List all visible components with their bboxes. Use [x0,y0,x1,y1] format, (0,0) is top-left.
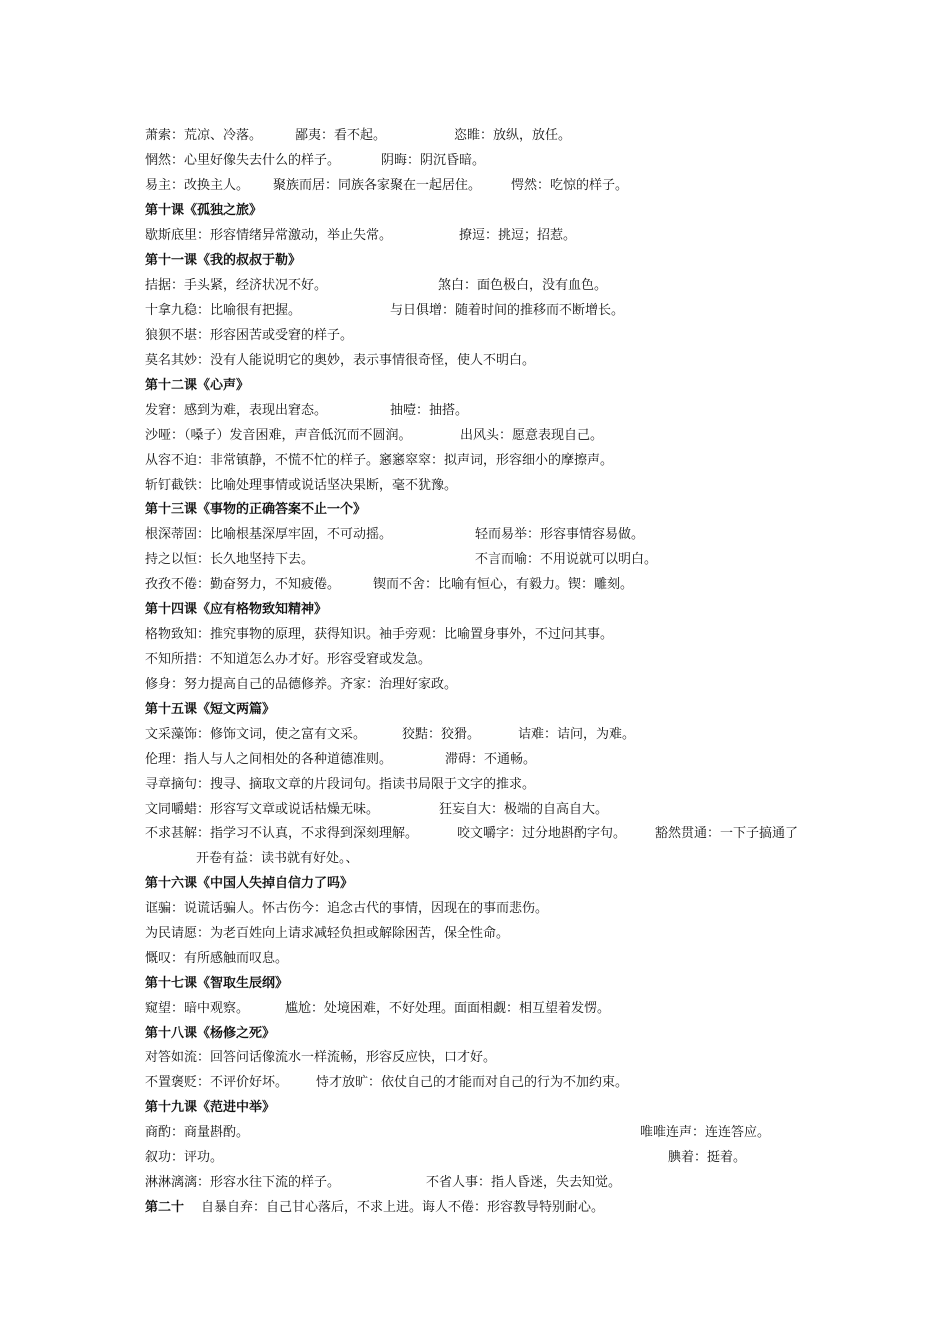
lesson-heading: 第十四课《应有格物致知精神》 [145,602,328,617]
vocab-entry: 滞碍：不通畅。 [445,752,537,767]
vocab-entry: 不求甚解：指学习不认真，不求得到深刻理解。 [145,826,419,841]
vocab-entry: 恣睢：放纵，放任。 [454,128,572,143]
vocab-entry: 不省人事：指人昏迷，失去知觉。 [426,1175,622,1190]
vocab-entry: 出风头：愿意表现自己。 [460,428,604,443]
vocab-entry: 豁然贯通：一下子搞通了 [655,826,799,841]
vocab-entry: 格物致知：推究事物的原理，获得知识。袖手旁观：比喻置身事外，不过问其事。 [145,627,614,642]
vocab-entry: 狼狈不堪：形容困苦或受窘的样子。 [145,328,354,343]
vocab-entry: 鄙夷：看不起。 [295,128,387,143]
vocab-entry: 咬文嚼字：过分地斟酌字句。 [457,826,627,841]
vocab-entry: 沙哑：（嗓子）发音困难，声音低沉而不圆润。 [145,428,412,443]
vocab-entry: 易主：改换主人。 [145,178,250,193]
vocab-entry: 撩逗：挑逗；招惹。 [459,228,577,243]
lesson-heading: 第十五课《短文两篇》 [145,702,276,717]
vocab-entry: 不知所措：不知道怎么办才好。形容受窘或发急。 [145,652,432,667]
lesson-heading: 第十六课《中国人失掉自信力了吗》 [145,876,354,891]
vocab-entry: 诘难：诘问，为难。 [518,727,636,742]
vocab-entry: 聚族而居：同族各家聚在一起居住。 [273,178,482,193]
vocab-entry: 斩钉截铁：比喻处理事情或说话坚决果断，毫不犹豫。 [145,478,458,493]
vocab-entry: 惘然：心里好像失去什么的样子。 [145,153,341,168]
lesson-heading: 第十七课《智取生辰纲》 [145,976,289,991]
vocab-entry: 唯唯连声：连连答应。 [640,1125,771,1140]
vocab-entry: 伦理：指人与人之间相处的各种道德准则。 [145,752,393,767]
vocab-entry: 歇斯底里：形容情绪异常激动，举止失常。 [145,228,393,243]
vocab-entry: 腆着：挺着。 [668,1150,747,1165]
vocab-entry: 孜孜不倦：勤奋努力，不知疲倦。 [145,577,341,592]
vocab-entry: 持之以恒：长久地坚持下去。 [145,552,315,567]
vocab-entry: 恃才放旷：依仗自己的才能而对自己的行为不加约束。 [316,1075,629,1090]
vocab-entry: 愕然：吃惊的样子。 [511,178,629,193]
vocab-entry: 不言而喻：不用说就可以明白。 [475,552,658,567]
vocab-entry: 寻章摘句：搜寻、摘取文章的片段词句。指读书局限于文字的推求。 [145,777,536,792]
vocab-entry: 窥望：暗中观察。 [145,1001,250,1016]
vocab-entry: 狡黠：狡猾。 [402,727,481,742]
lesson-heading: 第十一课《我的叔叔于勒》 [145,253,302,268]
lesson-heading: 第十九课《范进中举》 [145,1100,276,1115]
vocab-entry: 十拿九稳：比喻很有把握。 [145,303,302,318]
vocab-entry: 不置褒贬：不评价好坏。 [145,1075,289,1090]
vocab-entry: 商酌：商量斟酌。 [145,1125,250,1140]
lesson-heading: 第十二课《心声》 [145,378,250,393]
vocab-entry: 文同嚼蜡：形容写文章或说话枯燥无味。 [145,802,380,817]
vocab-entry: 锲而不舍：比喻有恒心，有毅力。锲：雕刻。 [373,577,634,592]
vocab-entry: 淋淋漓漓：形容水往下流的样子。 [145,1175,341,1190]
vocab-entry: 叙功：评功。 [145,1150,224,1165]
vocab-entry: 阴晦：阴沉昏暗。 [381,153,486,168]
lesson-heading: 第十课《孤独之旅》 [145,203,263,218]
vocab-entry: 拮据：手头紧，经济状况不好。 [145,278,328,293]
vocab-entry: 慨叹：有所感触而叹息。 [145,951,289,966]
vocab-entry: 根深蒂固：比喻根基深厚牢固，不可动摇。 [145,527,393,542]
vocab-entry: 萧索：荒凉、冷落。 [145,128,263,143]
vocab-entry: 诓骗：说谎话骗人。怀古伤今：追念古代的事情，因现在的事而悲伤。 [145,901,549,916]
vocab-entry: 莫名其妙：没有人能说明它的奥妙，表示事情很奇怪，使人不明白。 [145,353,536,368]
vocab-entry: 修身：努力提高自己的品德修养。齐家：治理好家政。 [145,677,458,692]
vocab-entry: 尴尬：处境困难，不好处理。面面相觑：相互望着发愣。 [285,1001,611,1016]
vocab-entry: 对答如流：回答问话像流水一样流畅，形容反应快，口才好。 [145,1050,497,1065]
vocab-entry: 煞白：面色极白，没有血色。 [438,278,608,293]
vocab-entry: 轻而易举：形容事情容易做。 [475,527,645,542]
vocab-entry: 与日俱增：随着时间的推移而不断增长。 [390,303,625,318]
vocab-entry: 开卷有益：读书就有好处。、 [196,851,359,866]
vocab-entry: 自暴自弃：自己甘心落后，不求上进。诲人不倦：形容教导特别耐心。 [201,1200,605,1215]
lesson-heading: 第二十 [145,1200,185,1215]
vocab-entry: 为民请愿：为老百姓向上请求减轻负担或解除困苦，保全性命。 [145,926,510,941]
vocab-entry: 发窘：感到为难，表现出窘态。 [145,403,328,418]
lesson-heading: 第十八课《杨修之死》 [145,1026,276,1041]
vocab-entry: 文采藻饰：修饰文词，使之富有文采。 [145,727,367,742]
vocab-entry: 从容不迫：非常镇静，不慌不忙的样子。窸窸窣窣：拟声词，形容细小的摩擦声。 [145,453,614,468]
vocab-entry: 狂妄自大：极端的自高自大。 [439,802,609,817]
vocab-entry: 抽噎：抽搭。 [390,403,469,418]
lesson-heading: 第十三课《事物的正确答案不止一个》 [145,502,367,517]
